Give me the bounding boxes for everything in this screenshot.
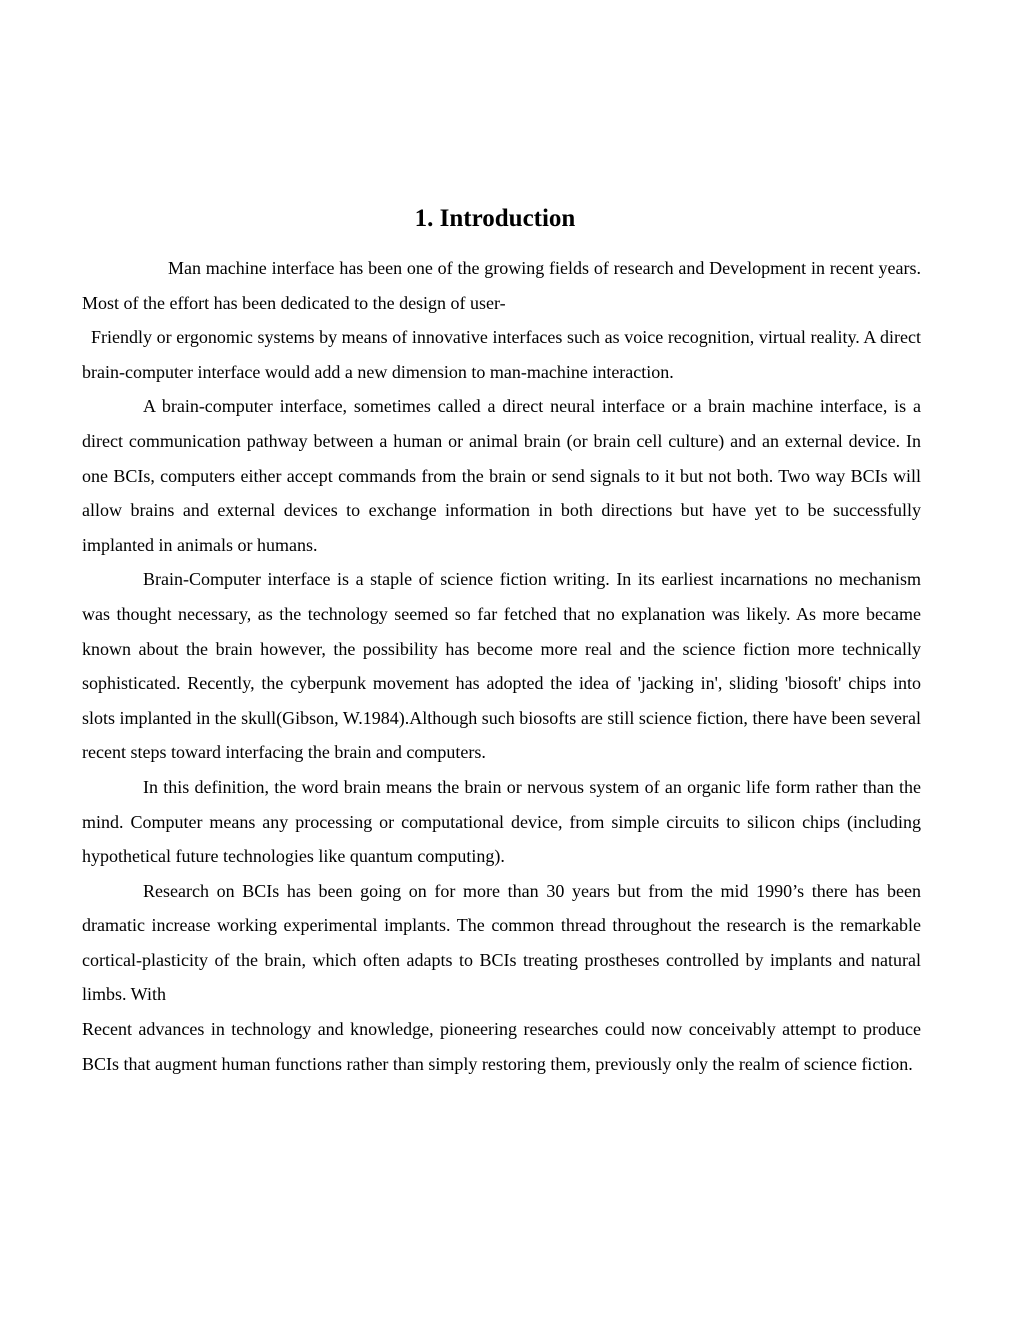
paragraph-2: Friendly or ergonomic systems by means of innovative interfaces such as voice recognition, virtual reality. A direct brain-computer interface would add a new dimension to man-machine interaction.: [82, 327, 921, 382]
paragraph-3: A brain-computer interface, sometimes called a direct neural interface or a brain machine interface, is a direct communication pathway between a human or animal brain (or brain cell culture) and an external device. In one BCIs, computers either accept commands from the brain or send signals to it but not both. Two way BCIs will allow brains and external devices to exchange information in both directions but have yet to be successfully implanted in animals or humans.: [82, 396, 921, 555]
body-text: [82, 251, 921, 1081]
paragraph-4: Brain-Computer interface is a staple of science fiction writing. In its earliest incarnations no mechanism was thought necessary, as the technology seemed so far fetched that no explanation was likely. As more became known about the brain however, the possibility has become more real and the science fiction more technically sophisticated. Recently, the cyberpunk movement has adopted the idea of 'jacking in', sliding 'biosoft' chips into slots implanted in the skull(Gibson, W.1984).Although such biosofts are still science fiction, there have been several recent steps toward interfacing the brain and computers.: [82, 569, 921, 763]
paragraph-6: Research on BCIs has been going on for more than 30 years but from the mid 1990’s there has been dramatic increase working experimental implants. The common thread throughout the research is the remarkable cortical-plasticity of the brain, which often adapts to BCIs treating prostheses controlled by implants and natural limbs. With: [82, 880, 921, 1005]
paragraph-7: Recent advances in technology and knowledge, pioneering researches could now conceivably attempt to produce BCIs that augment human functions rather than simply restoring them, previously only the realm of science fiction.: [82, 1019, 921, 1074]
paragraph-1: Man machine interface has been one of the growing fields of research and Development in recent years. Most of the effort has been dedicated to the design of user-: [82, 258, 921, 313]
paragraph-5: In this definition, the word brain means the brain or nervous system of an organic life form rather than the mind. Computer means any processing or computational device, from simple circuits to silicon chips (including hypothetical future technologies like quantum computing).: [82, 776, 921, 867]
section-heading: 1. Introduction: [414, 205, 576, 232]
